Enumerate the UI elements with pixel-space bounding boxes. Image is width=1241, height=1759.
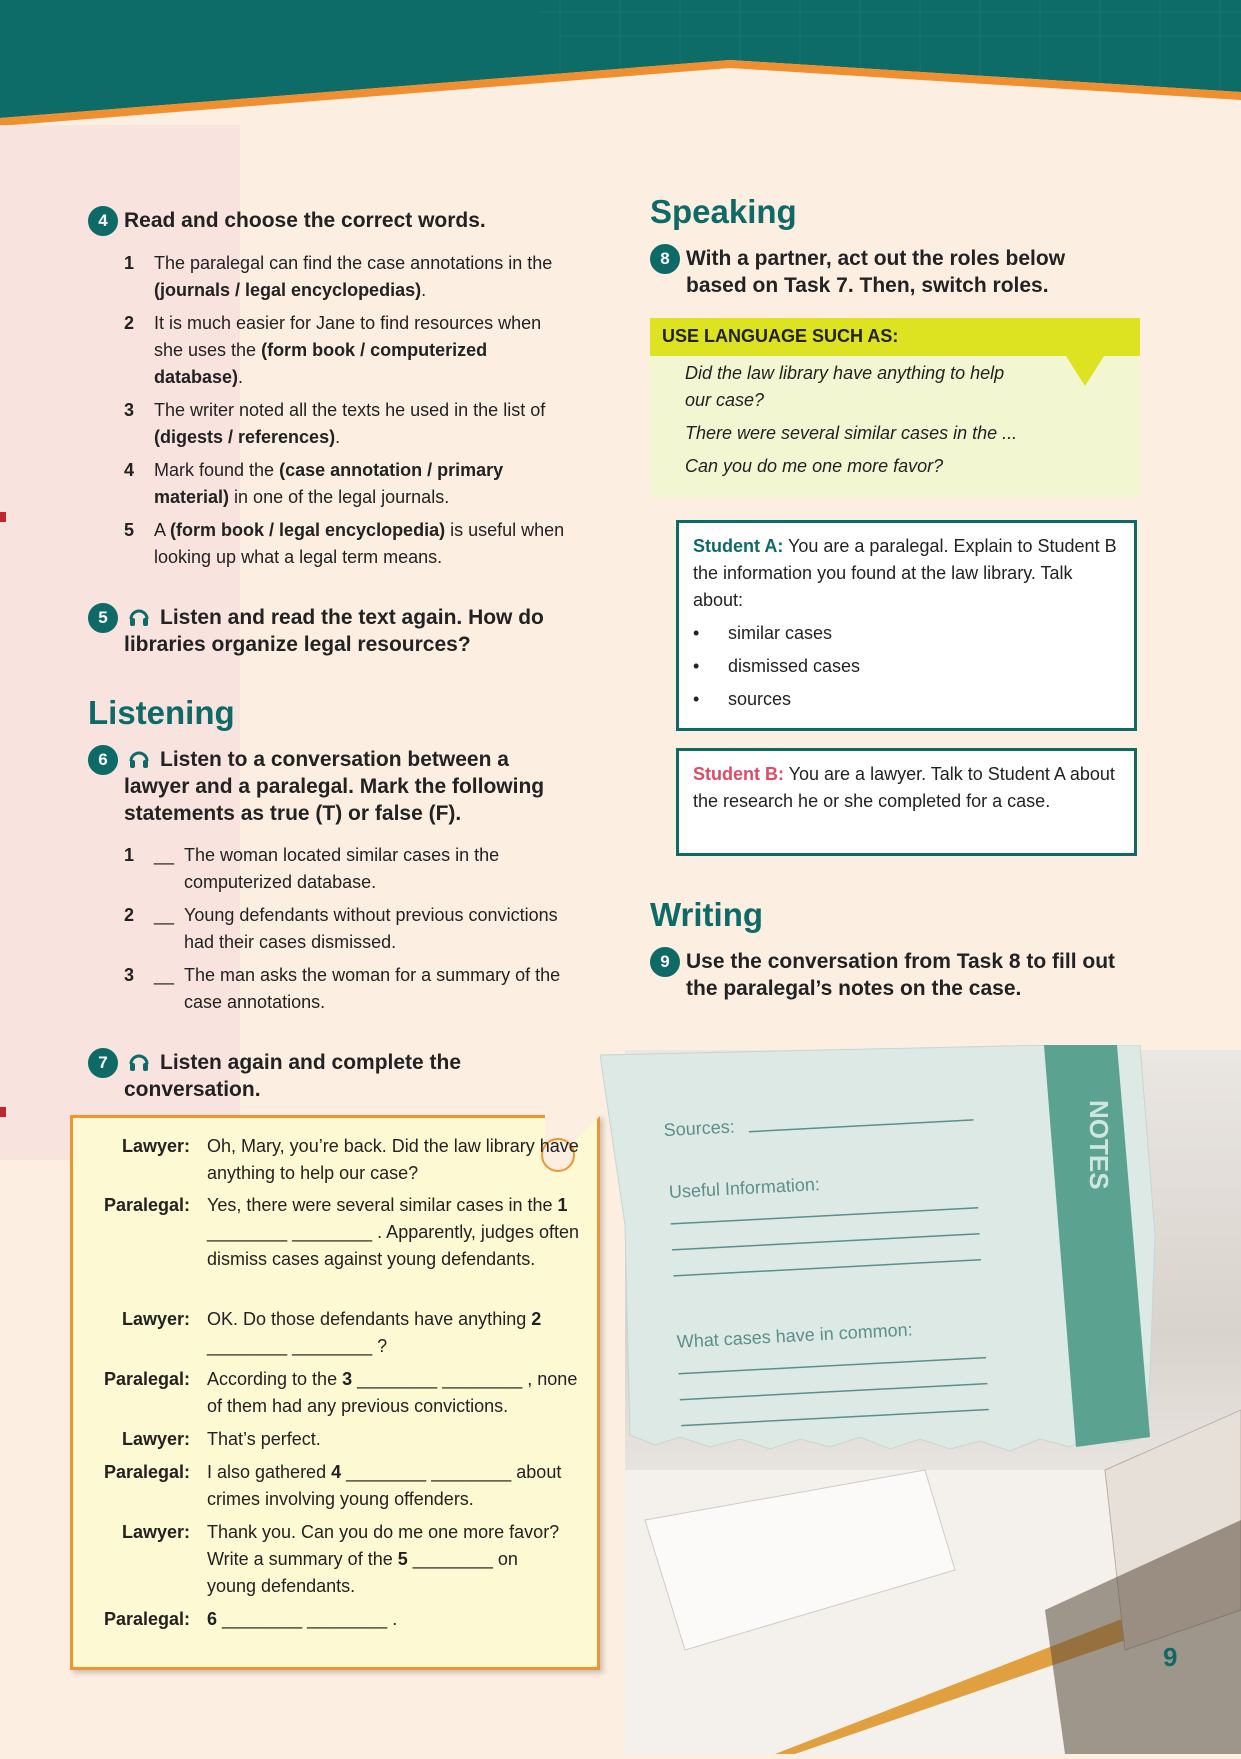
margin-marker: [0, 1107, 6, 1117]
section-heading: Speaking: [650, 193, 797, 230]
answer-blank[interactable]: __: [154, 905, 175, 925]
item-text: .: [335, 427, 341, 447]
task-instruction: Use the conversation from Task 8 to fill out: [686, 950, 1116, 973]
phrase: There were several similar cases in the ...: [685, 423, 1018, 443]
speaker-label: Lawyer:: [121, 1522, 190, 1542]
useful-language-header: [650, 318, 1140, 356]
task-instruction: With a partner, act out the roles below: [686, 247, 1066, 270]
item-number: 2: [124, 905, 135, 925]
headphones-icon: [128, 606, 150, 628]
item-text: .: [421, 280, 427, 300]
speaker-label: Paralegal:: [103, 1195, 190, 1215]
item-text: It is much easier for Jane to find resources when she uses the: [154, 313, 542, 360]
task-instruction: Listen to a conversation between a: [160, 748, 509, 771]
task-instruction: libraries organize legal resources?: [124, 633, 471, 656]
headphones-icon: [128, 1051, 150, 1073]
gap-number: 5: [397, 1549, 408, 1569]
item-text: in one of the legal journals.: [229, 487, 450, 507]
task-instruction: Listen and read the text again. How do: [160, 606, 544, 629]
task-number-badge: 4: [88, 206, 118, 236]
item-number: 2: [124, 313, 135, 333]
dialogue-line: According to the 3 ________ ________ , none of them had any previous convictions.: [207, 1369, 578, 1416]
item-number: 1: [124, 845, 135, 865]
task-instruction: lawyer and a paralegal. Mark the following: [124, 775, 545, 798]
choice-options: (form book / legal encyclopedia): [170, 520, 446, 540]
notes-field-label: What cases have in common:: [676, 1319, 914, 1352]
phrase: Can you do me one more favor?: [685, 456, 944, 476]
item-text: Mark found the: [154, 460, 280, 480]
item-text: A: [154, 520, 171, 540]
dialogue-line: I also gathered 4 ________ ________ about crimes involving young offenders.: [207, 1462, 562, 1509]
notes-tab-label: NOTES: [1084, 1100, 1114, 1190]
item-number: 3: [124, 965, 135, 985]
task-number-badge: 9: [650, 947, 680, 977]
headphones-icon: [128, 748, 150, 770]
task-number-badge: 7: [88, 1048, 118, 1078]
dialogue-line: [207, 1606, 582, 1633]
speaker-label: Lawyer:: [121, 1429, 190, 1449]
item-number: 3: [124, 400, 135, 420]
role-label: Student B:: [693, 764, 784, 784]
student-a-card: Student A: You are a paralegal. Explain to Student B the information you found at the law library. Talk about: • similar cases • dismissed cases • sources: [676, 520, 1137, 731]
task-instruction: conversation.: [124, 1078, 261, 1101]
choice-options: (form book / computerized database): [154, 340, 488, 387]
role-description: Student A: You are a paralegal. Explain to Student B the information you found at the law library. Talk about:: [693, 536, 1117, 610]
role-description: Student B: You are a lawyer. Talk to Student A about the research he or she completed for a case.: [693, 764, 1115, 811]
item-text: The paralegal can find the case annotations in the: [154, 253, 553, 273]
task-instruction: statements as true (T) or false (F).: [124, 802, 462, 825]
phrase: our case?: [685, 390, 765, 410]
margin-marker: [0, 512, 6, 522]
task-instruction: Listen again and complete the: [160, 1051, 462, 1074]
gap-number: 3: [342, 1369, 353, 1389]
dialogue-line: OK. Do those defendants have anything 2 ________ ________ ?: [207, 1309, 542, 1356]
speaker-label: Paralegal:: [103, 1369, 190, 1389]
gap-number: 2: [531, 1309, 542, 1329]
speaker-label: Lawyer:: [121, 1309, 190, 1329]
header-banner: [0, 0, 1241, 140]
item-text: The writer noted all the texts he used in the list of: [154, 400, 546, 420]
section-heading: Listening: [88, 694, 235, 731]
gap-blank[interactable]: ________ ________ , none of them had any previous convictions.: [207, 1369, 578, 1416]
gap-blank[interactable]: ________ ________ . Apparently, judges often dismiss cases against young defendants.: [207, 1222, 579, 1269]
gap-blank[interactable]: ________ ________ .: [217, 1609, 398, 1629]
dialogue-line: Oh, Mary, you’re back. Did the law library have anything to help our case?: [207, 1136, 579, 1183]
notes-field-label: Useful Information:: [668, 1174, 821, 1202]
dialogue-line: Thank you. Can you do me one more favor? Write a summary of the 5 ________ on young defendants.: [207, 1522, 560, 1596]
gap-blank[interactable]: ________ ________ ?: [207, 1336, 388, 1356]
gap-number: 6: [207, 1609, 218, 1629]
dialogue-line: Yes, there were several similar cases in the 1 ________ ________ . Apparently, judges often dismiss cases against young defendants.: [207, 1195, 579, 1269]
item-text: The man asks the woman for a summary of the case annotations.: [184, 965, 561, 1012]
dialogue-line: That’s perfect.: [207, 1429, 321, 1449]
choice-options: (journals / legal encyclopedias): [154, 280, 422, 300]
choice-options: (digests / references): [154, 427, 336, 447]
page-number: 9: [1163, 1642, 1178, 1672]
answer-blank[interactable]: __: [154, 965, 175, 985]
speaker-label: Paralegal:: [103, 1609, 190, 1629]
notes-field-label: Sources:: [663, 1116, 736, 1141]
box-heading: USE LANGUAGE SUCH AS:: [662, 326, 899, 346]
item-number: 4: [124, 460, 135, 480]
phrase: Did the law library have anything to help: [685, 363, 1005, 383]
item-text: The woman located similar cases in the computerized database.: [184, 845, 500, 892]
task-instruction: based on Task 7. Then, switch roles.: [686, 274, 1049, 297]
item-text: Young defendants without previous convictions had their cases dismissed.: [184, 905, 558, 952]
task-number-badge: 5: [88, 603, 118, 633]
speaker-label: Lawyer:: [121, 1136, 190, 1156]
role-label: Student A:: [693, 536, 784, 556]
choice-options: (case annotation / primary material): [154, 460, 504, 507]
gap-number: 4: [331, 1462, 342, 1482]
answer-blank[interactable]: __: [154, 845, 175, 865]
task-instruction: Read and choose the correct words.: [124, 209, 486, 232]
task-number-badge: 6: [88, 745, 118, 775]
notes-card: [600, 1045, 1160, 1455]
gap-blank[interactable]: ________ ________ about crimes involving young offenders.: [207, 1462, 562, 1509]
item-text: .: [238, 367, 244, 387]
section-heading: Writing: [650, 896, 764, 933]
item-number: 1: [124, 253, 135, 273]
gap-number: 1: [557, 1195, 568, 1215]
task-number-badge: 8: [650, 244, 680, 274]
student-b-card: [676, 748, 1137, 856]
task-instruction: the paralegal’s notes on the case.: [686, 977, 1022, 1000]
item-text: is useful when looking up what a legal term means.: [154, 520, 565, 567]
speaker-label: Paralegal:: [103, 1462, 190, 1482]
gap-blank[interactable]: ________ on young defendants.: [207, 1549, 518, 1596]
item-number: 5: [124, 520, 135, 540]
